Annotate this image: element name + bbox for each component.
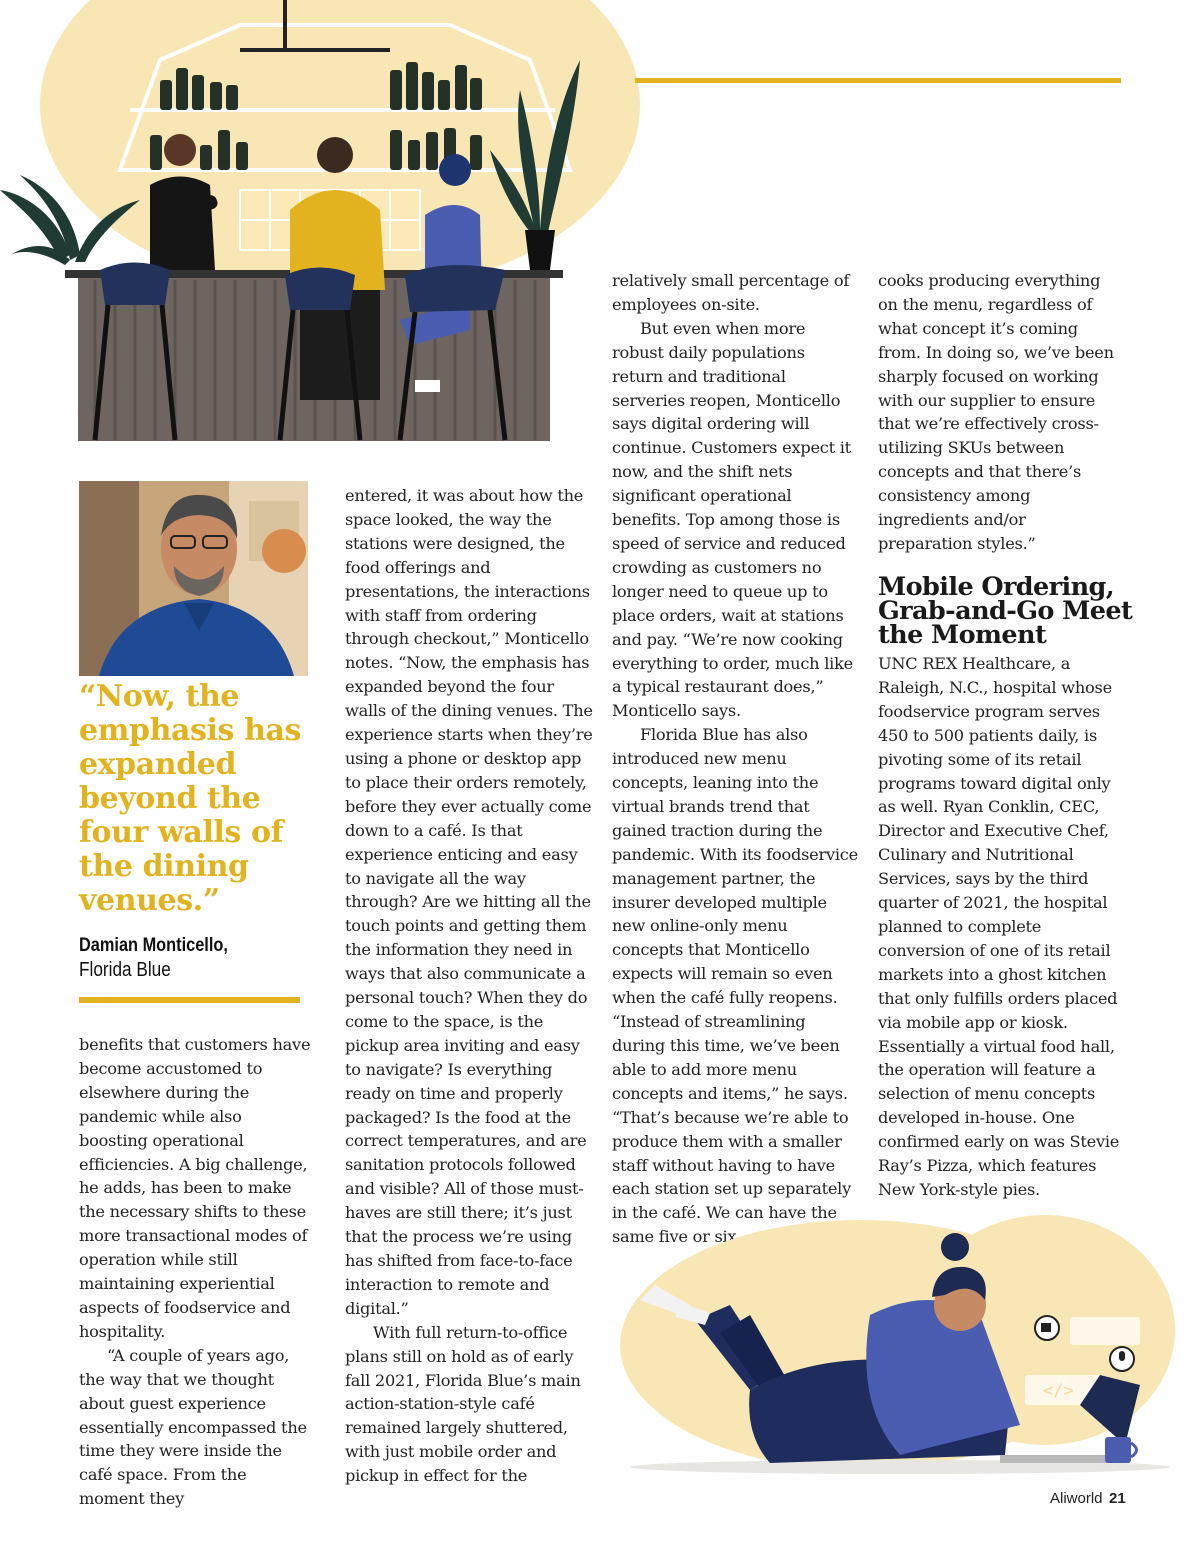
top-rule	[635, 78, 1121, 83]
column-1	[79, 1033, 315, 1511]
quote-rule	[79, 997, 300, 1003]
column-2	[345, 484, 595, 1488]
paragraph: benefits that customers have become accustomed to elsewhere during the pandemic while also boosting operational efficiencies. A big challenge, he adds, has been to make the necessary shifts to these more transactional modes of operation while still maintaining experiential aspects of foodservice and hospitality.	[79, 1035, 311, 1341]
paragraph: Florida Blue has also introduced new menu concepts, leaning into the virtual brands trend that gained traction during the pandemic. With its foodservice management partner, the insurer developed multiple new online-only menu concepts that Monticello expects will remain so even when the café fully reopens. “Instead of streamlining during this time, we’ve been able to add more menu concepts and items,” he says. “That’s because we’re able to produce them with a smaller staff without having to have each station set up separately in the café. We can have the same five or six	[612, 725, 858, 1247]
column-3	[612, 269, 860, 1249]
footer-publication: Aliworld	[1050, 1490, 1103, 1507]
bar-counter-illustration	[0, 0, 640, 445]
paragraph: But even when more robust daily populations return and traditional serveries reopen, Monticello says digital ordering will continue. Customers expect it now, and the shift nets significant operational benefits. Top among those is speed of service and reduced crowding as customers no longer need to queue up to place orders, wait at stations and pay. “We’re now cooking everything to order, much like a typical restaurant does,” Monticello says.	[612, 318, 853, 721]
paragraph: With full return-to-office plans still on hold as of early fall 2021, Florida Blue’s main action-station-style café remained largely shuttered, with just mobile order and pickup in effect for the	[345, 1322, 581, 1486]
code-tag-text: </>	[1043, 1381, 1074, 1401]
paragraph: entered, it was about how the space looked, the way the stations were designed, the food offerings and presentations, the interactions with staff from ordering through checkout,” Monticello notes. “Now, the emphasis has expanded beyond the four walls of the dining venues. The experience starts when they’re using a phone or desktop app to place their orders remotely, before they ever actually come down to a café. Is that experience enticing and easy to navigate all the way through? Are we hitting all the touch points and getting them the information they need in ways that also communicate a personal touch? When they do come to the space, is the pickup area inviting and easy to navigate? Is everything ready on time and properly packaged? Is the food at the correct temperatures, and are sanitation protocols followed and visible? All of those must-haves are still there; it’s just that the process we’re using has shifted from face-to-face interaction to remote and digital.”	[345, 486, 593, 1318]
paragraph: “A couple of years ago, the way that we thought about guest experience essentially encompassed the time they were inside the café space. From the moment they	[79, 1345, 307, 1509]
quote-attribution-name: Damian Monticello,	[79, 935, 228, 956]
paragraph: UNC REX Healthcare, a Raleigh, N.C., hospital whose foodservice program serves 450 to 500 patients daily, is pivoting some of its retail programs toward digital only as well. Ryan Conklin, CEC, Director and Executive Chef, Culinary and Nutritional Services, says by the third quarter of 2021, the hospital planned to complete conversion of one of its retail markets into a ghost kitchen that only fulfills orders placed via mobile app or kiosk. Essentially a virtual food hall, the operation will feature a selection of menu concepts developed in-house. One confirmed early on was Stevie Ray’s Pizza, which features New York-style pies.	[878, 654, 1120, 1199]
paragraph: relatively small percentage of employees on-site.	[612, 271, 850, 314]
column-4-continued	[878, 652, 1124, 1202]
person-ordering-on-laptop-illustration	[600, 1205, 1190, 1485]
paragraph: cooks producing everything on the menu, regardless of what concept it’s coming from. In doing so, we’ve been sharply focused on working with our supplier to ensure that we’re effectively cross-utilizing SKUs between concepts and that there’s consistency among ingredients and/or preparation styles.”	[878, 271, 1114, 553]
column-4	[878, 269, 1124, 556]
portrait-photo	[79, 481, 308, 676]
section-heading: Mobile Ordering, Grab-and-Go Meet the Moment	[878, 572, 1133, 650]
quote-attribution-org: Florida Blue	[79, 959, 171, 981]
page-number: 21	[1109, 1490, 1126, 1507]
pull-quote: “Now, the emphasis has expanded beyond the four walls of the dining venues.”	[79, 679, 302, 918]
